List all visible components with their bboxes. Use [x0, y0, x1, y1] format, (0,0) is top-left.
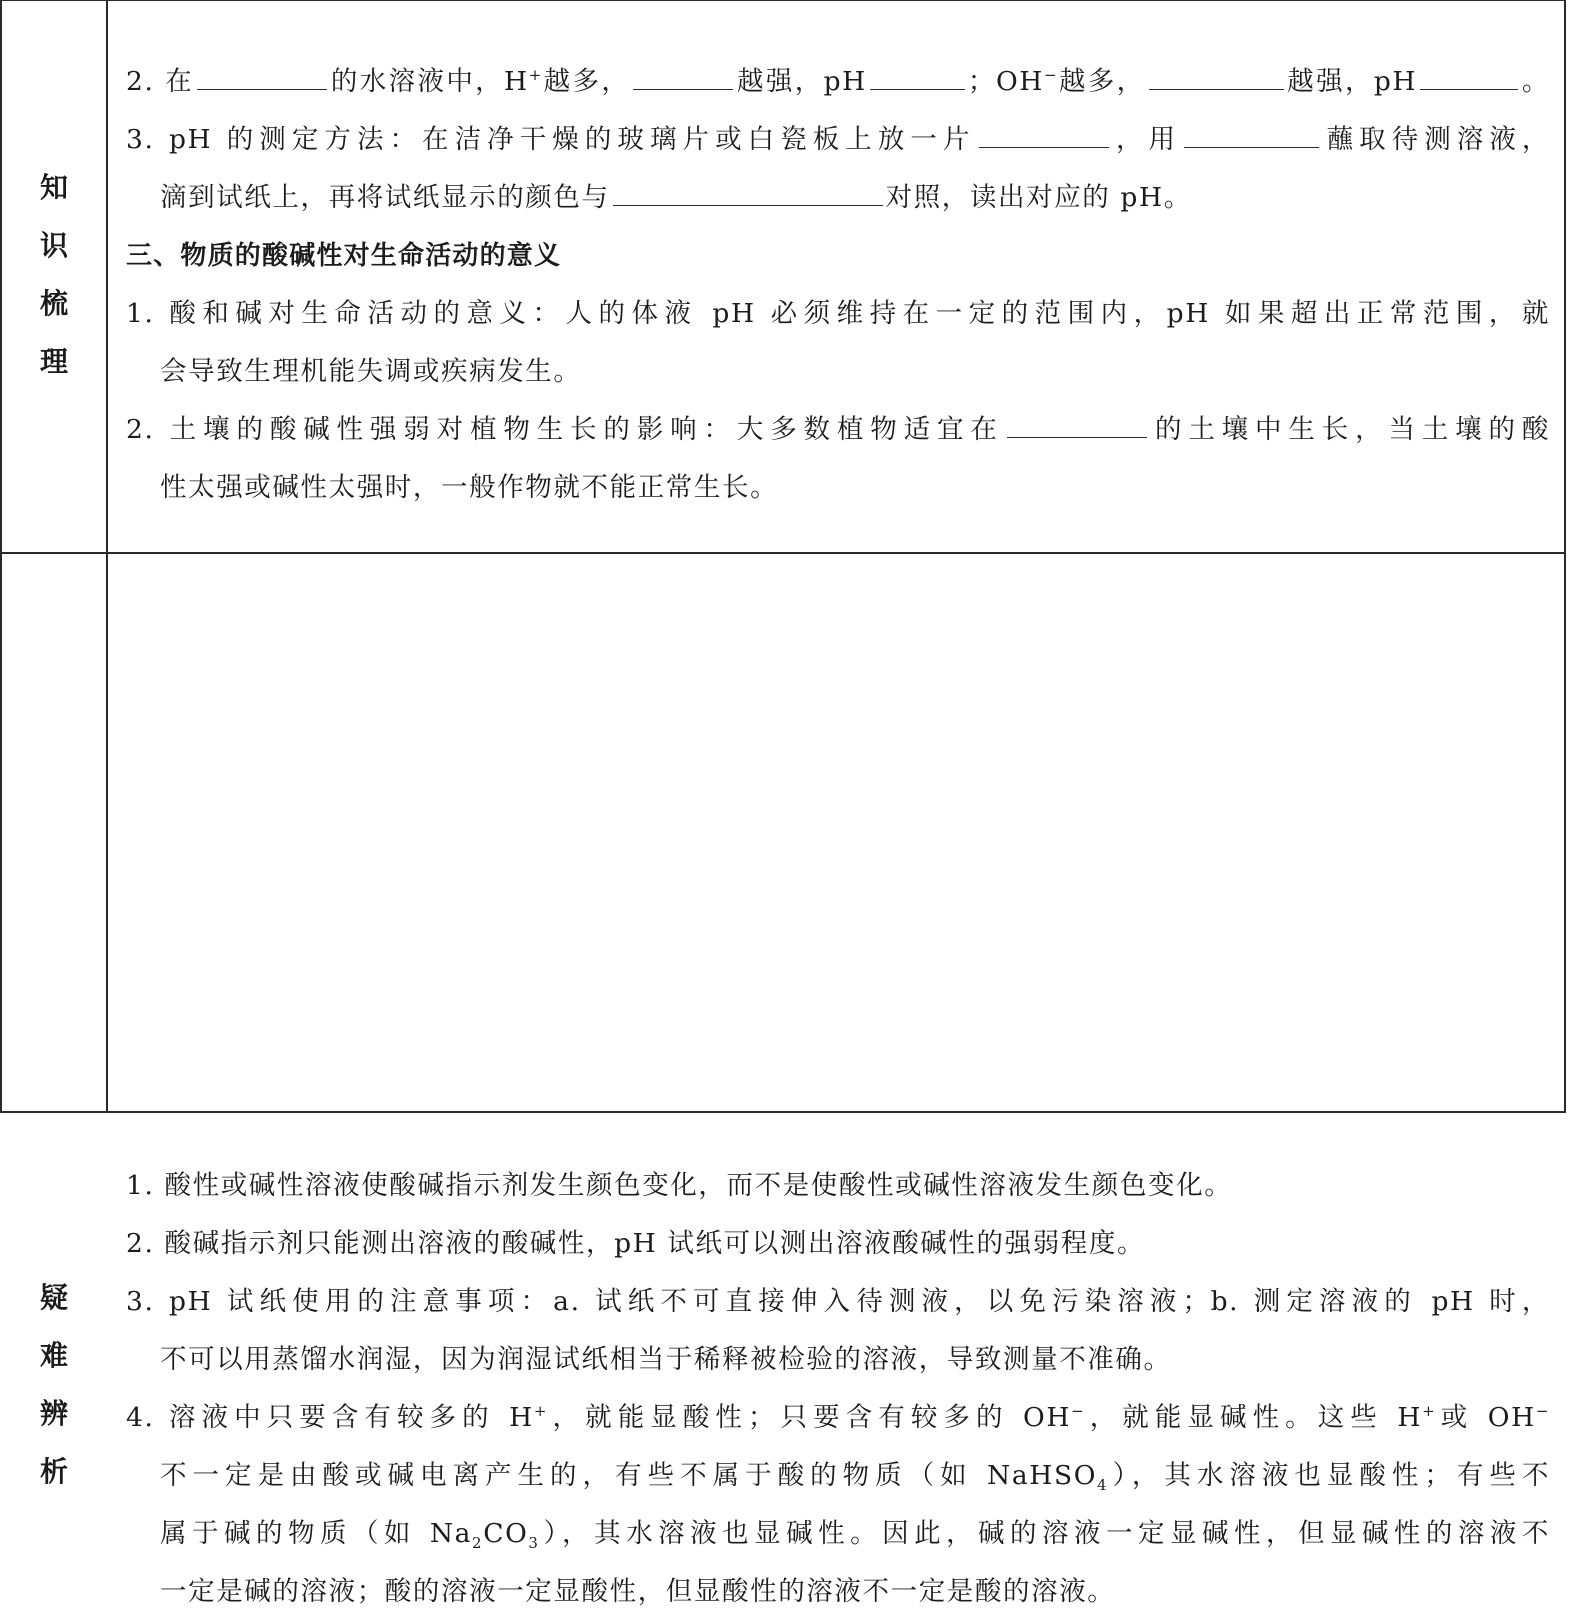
- fill-blank[interactable]: [1184, 113, 1319, 148]
- fill-blank[interactable]: [197, 55, 327, 90]
- text-line: 属于碱的物质（如 $Na_2CO_3$），其水溶液也显碱性。因此，碱的溶液一定显碱性，但显碱性的溶液不: [160, 1517, 1550, 1552]
- fill-blank[interactable]: [1149, 55, 1284, 90]
- fill-blank[interactable]: [613, 171, 883, 206]
- label-char: 疑: [39, 1280, 68, 1314]
- label-cell-analysis: [1, 553, 107, 1488]
- text-line: 会导致生理机能失调或疾病发生。: [160, 356, 582, 387]
- side-label-analysis: [2, 1269, 106, 1501]
- text-line: 一定是碱的溶液；酸的溶液一定显酸性，但显酸性的溶液不一定是酸的溶液。: [160, 1575, 1116, 1607]
- text-line: 3. pH 的测定方法：在洁净干燥的玻璃片或白瓷板上放一片 ，用 蘸取待测溶液，: [126, 111, 1550, 169]
- content-cell-knowledge: [107, 1, 1565, 553]
- analysis-text: [126, 1157, 1550, 1621]
- text-line: 滴到试纸上，再将试纸显示的颜色与 对照，读出对应的 pH。: [126, 169, 1550, 227]
- text-line: 不可以用蒸馏水润湿，因为润湿试纸相当于稀释被检验的溶液，导致测量不准确。: [160, 1343, 1172, 1375]
- label-char: 识: [39, 229, 68, 262]
- fill-blank[interactable]: [633, 55, 733, 90]
- label-char: 难: [39, 1338, 68, 1372]
- text-line: 不一定是由酸或碱电离产生的，有些不属于酸的物质（如 NaHSO$_4$），其水溶液也显酸性；有些不: [160, 1459, 1551, 1494]
- knowledge-text: [126, 53, 1550, 517]
- fill-blank[interactable]: [870, 55, 965, 90]
- text-line: 4. 溶液中只要含有较多的 H+，就能显酸性；只要含有较多的 OH−，就能显碱性。这些 H+或 OH−: [126, 1401, 1550, 1433]
- text-line: 1. 酸性或碱性溶液使酸碱指示剂发生颜色变化，而不是使酸性或碱性溶液发生颜色变化。: [126, 1169, 1233, 1201]
- label-cell-knowledge: [1, 1, 107, 553]
- text-line: 性太强或碱性太强时，一般作物就不能正常生长。: [160, 472, 779, 503]
- label-char: 梳: [39, 287, 68, 320]
- fill-blank[interactable]: [979, 113, 1109, 148]
- side-label-knowledge: [2, 159, 106, 391]
- knowledge-row: [1, 1, 1565, 553]
- text-line: 2. 土壤的酸碱性强弱对植物生长的影响：大多数植物适宜在 的土壤中生长，当土壤的酸: [126, 401, 1550, 459]
- text-line: 1. 酸和碱对生命活动的意义：人的体液 pH 必须维持在一定的范围内，pH 如果超出正常范围，就: [126, 298, 1550, 329]
- text-line: 2. 酸碱指示剂只能测出溶液的酸碱性，pH 试纸可以测出溶液酸碱性的强弱程度。: [126, 1227, 1146, 1259]
- fill-blank[interactable]: [1007, 403, 1147, 438]
- text-line: 3. pH 试纸使用的注意事项：a. 试纸不可直接伸入待测液，以免污染溶液；b. 测定溶液的 pH 时，: [126, 1285, 1550, 1317]
- label-char: 析: [39, 1454, 68, 1488]
- section-heading: 三、物质的酸碱性对生命活动的意义: [126, 241, 562, 271]
- content-cell-analysis: [107, 553, 1565, 1607]
- label-char: 辨: [39, 1396, 68, 1430]
- text-line: 2. 在 的水溶液中，H+越多， 越强，pH ；OH−越多， 越强，pH 。: [126, 53, 1550, 111]
- label-char: 知: [39, 171, 68, 204]
- label-char: 理: [39, 345, 68, 378]
- analysis-row: [1, 553, 1565, 1112]
- fill-blank[interactable]: [1420, 55, 1518, 90]
